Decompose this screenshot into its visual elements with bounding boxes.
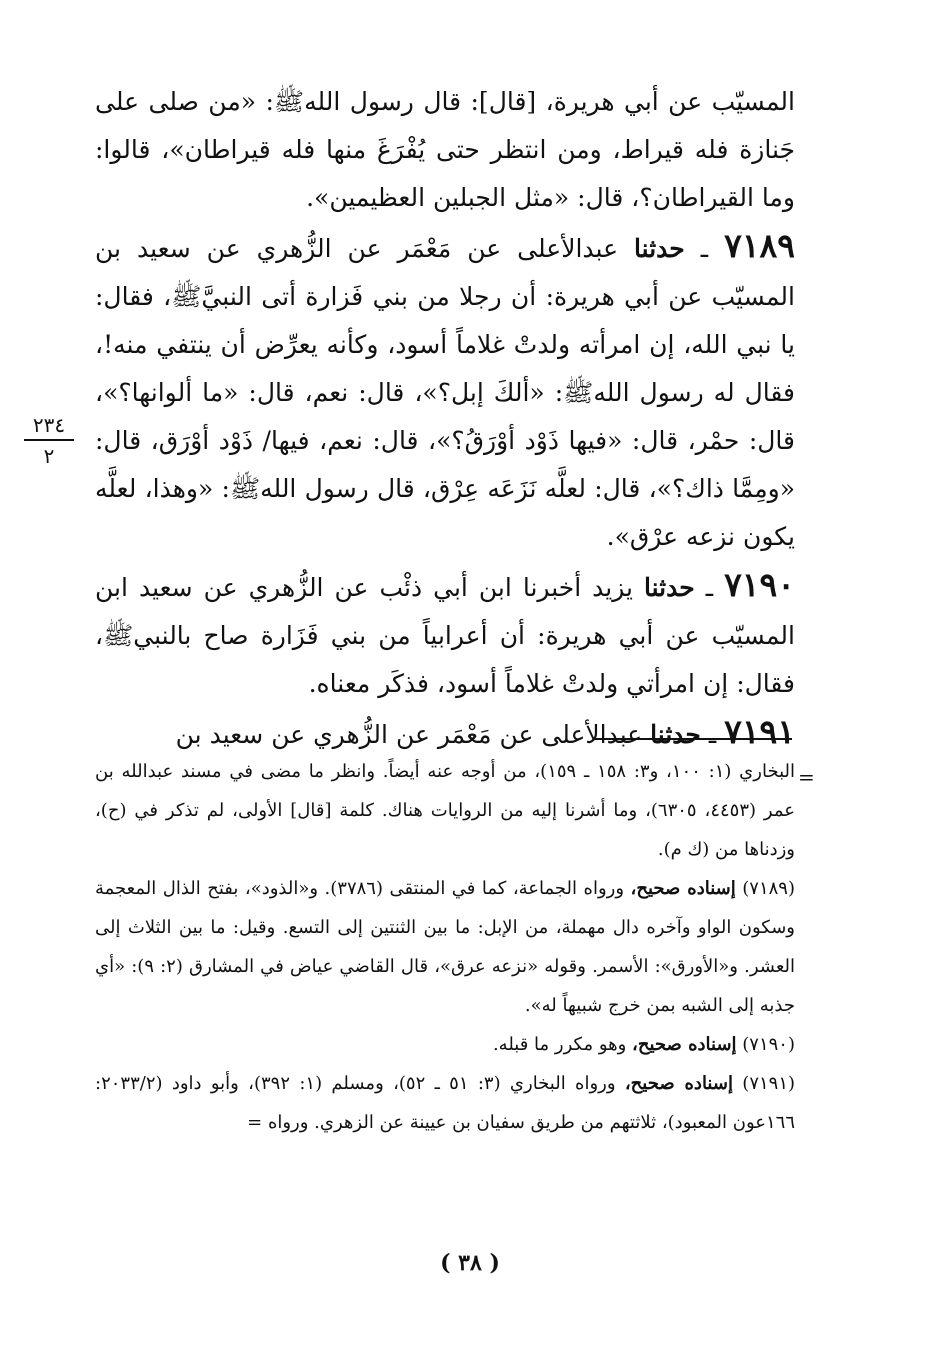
margin-ref-page: ٢٣٤ xyxy=(24,412,74,441)
footnote-text: وهو مكرر ما قبله. xyxy=(492,1034,627,1055)
footnote-grading: إسناده صحيح، xyxy=(630,878,736,899)
footnote-continuation-mark: = xyxy=(798,765,815,789)
footnote-7190 xyxy=(95,1025,795,1064)
footnote-number: (٧١٩٠) xyxy=(742,1034,795,1055)
paragraph-text: المسيّب عن أبي هريرة، [قال]: قال رسول اللهﷺ: «من صلى على جَنازة فله قيراط، ومن انتظر حتى يُفْرَغَ منها فله قيراطان»، قالوا: وما القيراطان؟، قال: «مثل الجبلين العظيمين». xyxy=(95,87,795,212)
haddathana-word: حدثنا xyxy=(644,573,695,602)
original-edition-page-ref xyxy=(24,412,74,469)
footnote-number: (٧١٨٩) xyxy=(742,878,795,899)
hadith-7190 xyxy=(95,561,795,708)
haddathana-word: حدثنا xyxy=(634,234,685,263)
footnote-text: ورواه البخاري (٣: ٥١ ـ ٥٢)، ومسلم (١: ٣٩٢)، وأبو داود (٢٠٣٣/٢: ١٦٦عون المعبود)، ثلاثتهم من طريق سفيان بن عيينة عن الزهري. ورواه xyxy=(95,1073,795,1133)
footnote-text: البخاري (١: ١٠٠، و٣: ١٥٨ ـ ١٥٩)، من أوجه عنه أيضاً. وانظر ما مضى في مسند عبدالله بن عمر (٤٤٥٣، ٦٣٠٥)، وما أشرنا إليه من الروايات هناك. كلمة [قال] الأولى، لم تذكر في (ح)، وزدناها من (ك م). xyxy=(95,761,795,860)
page-number: ( ٣٨ ) xyxy=(440,1250,500,1276)
hadith-text: يزيد أخبرنا ابن أبي ذئْب عن الزُّهري عن سعيد ابن المسيّب عن أبي هريرة: أن أعرابياً من بني فَزَارة صاح بالنبيﷺ، فقال: إن امرأتي ولدتْ غلاماً أسود، فذكَر معناه. xyxy=(95,573,795,698)
footnote-number: (٧١٩١) xyxy=(742,1073,796,1094)
hadith-number: ٧١٨٩ xyxy=(724,226,795,265)
hadith-text: عبدالأعلى عن مَعْمَر عن الزُّهري عن سعيد بن المسيّب عن أبي هريرة: أن رجلا من بني فَزارة أتى النبيَّﷺ، فقال: يا نبي الله، إن امرأته ولدتْ غلاماً أسود، وكأنه يعرِّض أن ينتفي منه!، فقال له رسول اللهﷺ: «ألكَ إبل؟»، قال: نعم، قال: «ما ألوانها؟»، قال: حمْر، قال: «فيها ذَوْد أوْرَقُ؟»، قال: نعم، فيها/ ذَوْد أوْرَق، قال: «ومِمَّا ذاك؟»، قال: لعلَّه نَزَعَه عِرْق، قال رسول اللهﷺ: «وهذا، لعلَّه يكون نزعه عرْق». xyxy=(95,234,795,551)
footnote-end-mark: = xyxy=(247,1112,263,1133)
main-text xyxy=(95,78,795,759)
footnote-continuation xyxy=(95,752,795,869)
hadith-dash: ـ xyxy=(700,234,709,263)
footnotes xyxy=(95,752,795,1142)
footnote-7189 xyxy=(95,869,795,1025)
hadith-number: ٧١٩١ xyxy=(724,712,795,751)
footnote-separator xyxy=(594,738,792,740)
footnote-grading: إسناده صحيح، xyxy=(624,1073,733,1094)
footnote-7191 xyxy=(95,1064,795,1142)
hadith-number: ٧١٩٠ xyxy=(724,565,795,604)
footnote-text: ورواه الجماعة، كما في المنتقى (٣٧٨٦). و«الذود»، بفتح الذال المعجمة وسكون الواو وآخره دال مهملة، من الإبل: ما بين الثنتين إلى التسع. وقيل: ما بين الثلاث إلى العشر. و«الأورق»: الأسمر. وقوله «نزعه عرق»، قال القاضي عياض في المشارق (٢: ٩): «أي جذبه إلى الشبه بمن خرج شبيهاً له». xyxy=(95,878,795,1016)
footnote-grading: إسناده صحيح، xyxy=(632,1034,737,1055)
hadith-dash: ـ xyxy=(708,720,717,749)
margin-ref-volume: ٢ xyxy=(43,444,55,468)
hadith-dash: ـ xyxy=(705,573,714,602)
paragraph-7188-continuation xyxy=(95,78,795,222)
hadith-7189 xyxy=(95,222,795,561)
haddathana-word: حدثنا xyxy=(650,720,701,749)
hadith-text: عبدالأعلى عن مَعْمَر عن الزُّهري عن سعيد بن xyxy=(175,720,643,749)
